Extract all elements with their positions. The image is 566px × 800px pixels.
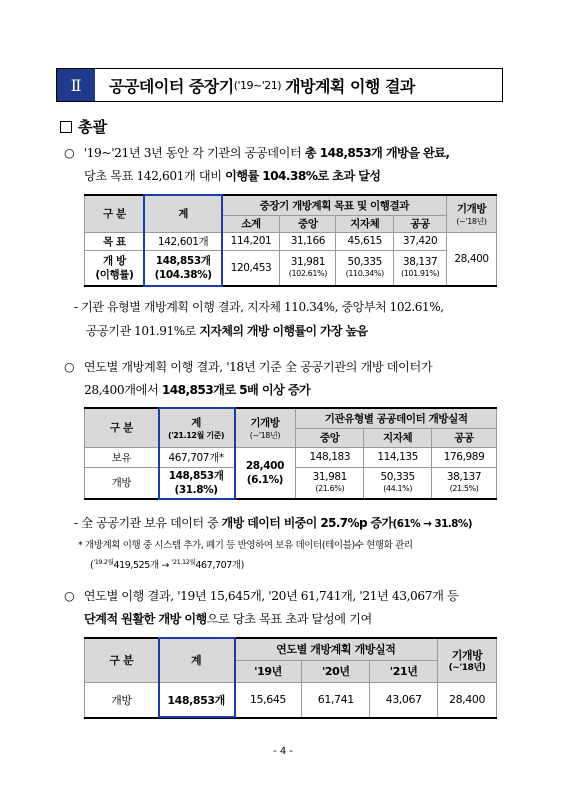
t1-existing-label: 기개방: [456, 202, 487, 215]
t3-existing-sub: (~'18년): [448, 662, 486, 673]
t1-open-local-pct: (110.34%): [345, 269, 384, 279]
t3-open-existing: 28,400: [438, 682, 497, 718]
t2-header-local: 지자체: [364, 428, 432, 447]
section-header: [56, 68, 503, 102]
t1-open-local: [336, 250, 394, 286]
t2-open-total-pct: (31.8%): [174, 483, 218, 496]
t1-header-public: 공공: [394, 215, 447, 232]
footnote-sup-2: '21.12월: [171, 558, 196, 566]
bullet-1-line-2: [84, 165, 380, 187]
t2-holding-total: 467,707개*: [158, 447, 234, 467]
bullet-1-text-c: 당초 목표 142,601개 대비: [84, 169, 226, 183]
plan-target-table: [84, 194, 497, 287]
bullet-2-line-1: [64, 356, 432, 378]
bullet-1-text-b: 총 148,853개 개방을 완료,: [304, 146, 450, 160]
t1-header-central: 중앙: [280, 215, 336, 232]
footnote-line-1: * 개방계획 이행 중 시스템 추가, 폐기 등 반영하여 보유 데이터(테이블)수 현행화 관리: [78, 540, 413, 551]
t3-header-yearly: 연도별 개방계획 개방실적: [234, 638, 438, 660]
section-title-rest: 개방계획 이행 결과: [285, 76, 415, 96]
t1-existing-sub: (~'18년): [456, 216, 487, 226]
bullet-3-line-1: [64, 585, 458, 607]
holding-open-table: [84, 407, 497, 500]
t2-header-public: 공공: [432, 428, 497, 447]
t3-existing-label: 기개방: [451, 648, 483, 662]
checkbox-square-icon: [60, 121, 72, 133]
t2-holding-public: 176,989: [432, 447, 497, 467]
bullet-1-text-d: 이행률 104.38%: [225, 169, 318, 183]
t1-open-label-2: (이행률): [95, 268, 134, 281]
t3-row-open-label: 개방: [85, 682, 159, 718]
t1-open-public-pct: (101.91%): [400, 269, 440, 279]
t2-header-total: [158, 408, 234, 447]
t1-open-label-1: 개 방: [102, 254, 126, 267]
bullet-2-text-a: 연도별 개방계획 이행 결과, '18년 기준 全 공공기관의 개방 데이터가: [83, 360, 433, 374]
t2-header-central: 중앙: [296, 428, 364, 447]
t1-open-public-value: 38,137: [402, 256, 438, 269]
t3-header-total: 계: [158, 638, 234, 682]
dash-1-line-2: [86, 320, 368, 342]
circle-bullet-icon: ○: [64, 589, 75, 603]
dash-2-text-b: 개방 데이터 비중이 25.7%p 증가: [221, 516, 393, 530]
t3-open-total: 148,853개: [158, 682, 234, 718]
circle-bullet-icon: ○: [64, 360, 75, 374]
t2-holding-central: 148,183: [296, 447, 364, 467]
dash-1-text-b: 지자체의 개방 이행률이 가장 높음: [199, 324, 368, 338]
t1-row-target-label: 목 표: [85, 232, 145, 250]
t2-existing-label: 기개방: [250, 416, 280, 429]
summary-heading: [60, 116, 107, 137]
t1-header-existing: [447, 195, 497, 232]
t2-open-local-value: 50,335: [380, 471, 415, 484]
t2-row-holding-label: 보유: [85, 447, 159, 467]
t1-header-category: 구 분: [85, 195, 145, 232]
t1-existing-value: 28,400: [447, 232, 497, 286]
table-row: [85, 250, 497, 286]
t2-open-local-pct: (44.1%): [383, 484, 413, 494]
t2-header-type: 기관유형별 공공데이터 개방실적: [296, 408, 497, 428]
t1-header-total: 계: [144, 195, 222, 232]
t1-open-total-value: 148,853개: [155, 254, 211, 267]
table-row: [85, 232, 497, 250]
t2-existing-value: [234, 447, 296, 499]
bullet-3-text-a: 연도별 이행 결과, '19년 15,645개, '20년 61,741개, '21년 43,067개 등: [83, 589, 459, 603]
dash-2-text-c: (61% → 31.8%): [392, 518, 472, 530]
t3-open-2019: 15,645: [234, 682, 302, 718]
t1-target-public: 37,420: [394, 232, 447, 250]
dash-1-text-a: 공공기관 101.91%로: [86, 324, 200, 338]
t1-header-subtotal: 소계: [222, 215, 280, 232]
t1-open-total: [144, 250, 222, 286]
t2-open-central-value: 31,981: [312, 471, 347, 484]
circle-bullet-icon: ○: [64, 146, 75, 160]
bullet-1-text-e: 로 초과 달성: [317, 169, 381, 183]
bullet-1-text-a: '19~'21년 3년 동안 각 기관의 공공데이터: [83, 146, 305, 160]
t2-row-open-label: 개방: [85, 467, 159, 499]
t2-open-local: [364, 467, 432, 499]
bullet-2-text-c: 148,853개로 5배 이상 증가: [161, 383, 311, 397]
dash-2-line: [74, 512, 472, 535]
bullet-2-text-b: 28,400개에서: [84, 383, 162, 397]
t2-header-category: 구 분: [85, 408, 159, 447]
section-title-period: ('19~'21): [233, 78, 282, 92]
section-title-main: 공공데이터 중장기: [109, 76, 234, 96]
t1-target-central: 31,166: [280, 232, 336, 250]
table-row: [85, 682, 497, 718]
t2-open-public-value: 38,137: [446, 471, 482, 484]
footnote-text-b: 467,707개): [195, 560, 244, 572]
table-row: [85, 447, 497, 467]
t3-open-2021: 43,067: [370, 682, 438, 718]
t3-header-existing: [438, 638, 497, 682]
page-number: - 4 -: [273, 746, 293, 757]
t1-row-open-label: [85, 250, 145, 286]
t2-total-sub: ('21.12월 기준): [167, 430, 225, 440]
t3-header-category: 구 분: [85, 638, 159, 682]
yearly-open-table: [84, 637, 497, 719]
t3-header-2021: '21년: [370, 660, 438, 682]
t2-open-total: [158, 467, 234, 499]
t3-header-2019: '19년: [234, 660, 302, 682]
t3-open-2020: 61,741: [302, 682, 370, 718]
t1-target-total: 142,601개: [144, 232, 222, 250]
t2-existing-count: 28,400: [245, 459, 284, 472]
footnote-text-a: 419,525개 →: [113, 560, 172, 572]
t1-open-central-pct: (102.61%): [288, 269, 327, 279]
t2-holding-local: 114,135: [364, 447, 432, 467]
t1-target-local: 45,615: [336, 232, 394, 250]
t2-existing-sub: (~'18년): [249, 430, 281, 440]
bullet-3-text-b: 단계적 원활한 개방 이행: [84, 612, 207, 626]
dash-2-text-a: - 全 공공기관 보유 데이터 중: [74, 516, 222, 530]
t2-open-central-pct: (21.6%): [315, 484, 345, 494]
t1-target-subtotal: 114,201: [222, 232, 280, 250]
t3-header-2020: '20년: [302, 660, 370, 682]
summary-heading-text: 총괄: [78, 118, 107, 136]
t1-open-total-pct: (104.38%): [154, 268, 212, 281]
bullet-3-text-c: 으로 당초 목표 초과 달성에 기여: [206, 612, 372, 626]
t1-header-plan: 중장기 개방계획 목표 및 이행결과: [222, 195, 447, 215]
dash-1-line-1: - 기관 유형별 개방계획 이행 결과, 지자체 110.34%, 중앙부처 102.61%,: [74, 300, 444, 314]
t1-open-central-value: 31,981: [290, 256, 326, 269]
t2-open-public: [432, 467, 497, 499]
t1-open-central: [280, 250, 336, 286]
t1-open-local-value: 50,335: [347, 256, 382, 269]
bullet-1-line-1: [64, 142, 449, 164]
t2-header-existing: [234, 408, 296, 447]
t2-total-label: 계: [191, 416, 201, 429]
bullet-3-line-2: [84, 608, 372, 630]
t1-header-local: 지자체: [336, 215, 394, 232]
bullet-2-line-2: [84, 379, 310, 401]
section-number: Ⅱ: [57, 69, 95, 101]
section-title: [95, 69, 502, 101]
t1-open-public: [394, 250, 447, 286]
t2-open-central: [296, 467, 364, 499]
t1-open-subtotal: 120,453: [222, 250, 280, 286]
t2-existing-pct: (6.1%): [246, 473, 284, 486]
footnote-sup-1: '19.2월: [93, 558, 114, 566]
t2-open-total-value: 148,853개: [168, 469, 224, 482]
t2-open-public-pct: (21.5%): [449, 484, 479, 494]
footnote-line-2: ($^{'19.2월}$419,525개 → $^{'21.12월}$467,707개): [90, 558, 244, 572]
